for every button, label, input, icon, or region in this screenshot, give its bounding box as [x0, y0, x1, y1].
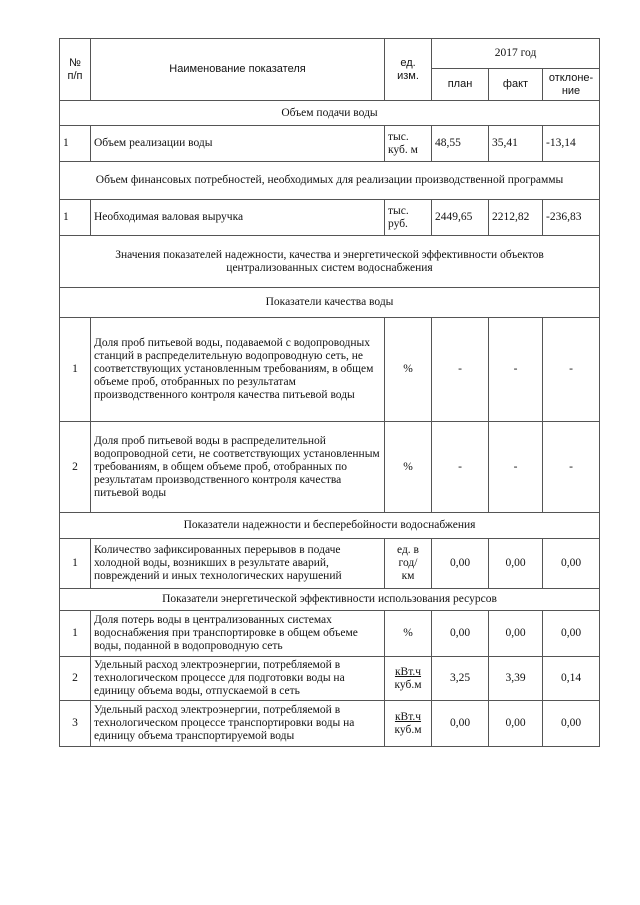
- row-deviation: 0,14: [543, 657, 600, 701]
- row-name: Доля потерь воды в централизованных системах водоснабжения при транспортировке в общем объеме воды, поданной в водопроводную сеть: [91, 611, 385, 657]
- row-name: Доля проб питьевой воды, подаваемой с водопроводных станций в распределительную водопроводную сеть, не соответствующих установленным требованиям, в общем объеме проб, отобранных по результатам производственного контроля качества питьевой воды: [91, 318, 385, 422]
- row-unit: %: [385, 318, 432, 422]
- indicators-table: [59, 38, 600, 747]
- row-deviation: 0,00: [543, 539, 600, 589]
- row-plan: 48,55: [432, 126, 489, 162]
- row-name: Объем реализации воды: [91, 126, 385, 162]
- row-name: Удельный расход электроэнергии, потребляемой в технологическом процессе для подготовки воды на единицу объема воды, отпускаемой в сеть: [91, 657, 385, 701]
- header-unit: ед. изм.: [385, 39, 432, 101]
- unit-numerator: кВт.ч: [394, 710, 422, 723]
- section-quality: Показатели качества воды: [60, 288, 600, 318]
- row-deviation: -: [543, 422, 600, 513]
- row-unit: ед. в год/ км: [385, 539, 432, 589]
- header-year: 2017 год: [432, 39, 600, 69]
- row-num: 3: [60, 701, 91, 747]
- row-plan: 0,00: [432, 611, 489, 657]
- row-deviation: 0,00: [543, 611, 600, 657]
- row-deviation: -13,14: [543, 126, 600, 162]
- header-plan: план: [432, 69, 489, 101]
- row-name: Удельный расход электроэнергии, потребляемой в технологическом процессе транспортировки воды на единицу объема транспортируемой воды: [91, 701, 385, 747]
- row-plan: 0,00: [432, 539, 489, 589]
- section-reliability-title: Значения показателей надежности, качества и энергетической эффективности объектов централизованных систем водоснабжения: [60, 236, 600, 288]
- header-name: Наименование показателя: [91, 39, 385, 101]
- row-name: Количество зафиксированных перерывов в подаче холодной воды, возникших в результате аварий, повреждений и иных технологических нарушений: [91, 539, 385, 589]
- row-unit: тыс. куб. м: [385, 126, 432, 162]
- row-fact: 3,39: [489, 657, 543, 701]
- row-name: Необходимая валовая выручка: [91, 200, 385, 236]
- unit-denominator: куб.м: [394, 723, 422, 736]
- row-fact: 0,00: [489, 701, 543, 747]
- row-unit: %: [385, 611, 432, 657]
- row-plan: 3,25: [432, 657, 489, 701]
- section-supply: Объем подачи воды: [60, 101, 600, 126]
- unit-denominator: куб.м: [394, 678, 422, 691]
- row-unit: [385, 701, 432, 747]
- row-fact: 0,00: [489, 539, 543, 589]
- row-num: 1: [60, 611, 91, 657]
- unit-fraction: [394, 666, 421, 692]
- section-energy: Показатели энергетической эффективности использования ресурсов: [60, 589, 600, 611]
- section-finance: Объем финансовых потребностей, необходимых для реализации производственной программы: [60, 162, 600, 200]
- row-unit: [385, 657, 432, 701]
- header-num: № п/п: [60, 39, 91, 101]
- row-fact: -: [489, 422, 543, 513]
- row-num: 1: [60, 200, 91, 236]
- header-deviation: отклоне- ние: [543, 69, 600, 101]
- row-deviation: -236,83: [543, 200, 600, 236]
- row-name: Доля проб питьевой воды в распределительной водопроводной сети, не соответствующих установленным требованиям, в общем объеме проб, отобранных по результатам производственного контроля качества питьевой воды: [91, 422, 385, 513]
- row-plan: -: [432, 422, 489, 513]
- row-fact: 0,00: [489, 611, 543, 657]
- row-fact: 2212,82: [489, 200, 543, 236]
- row-plan: -: [432, 318, 489, 422]
- row-fact: -: [489, 318, 543, 422]
- header-fact: факт: [489, 69, 543, 101]
- row-unit: тыс. руб.: [385, 200, 432, 236]
- row-deviation: -: [543, 318, 600, 422]
- row-deviation: 0,00: [543, 701, 600, 747]
- row-num: 2: [60, 422, 91, 513]
- section-reliability: Показатели надежности и бесперебойности водоснабжения: [60, 513, 600, 539]
- row-plan: 2449,65: [432, 200, 489, 236]
- row-unit: %: [385, 422, 432, 513]
- unit-fraction: [394, 711, 421, 737]
- row-num: 1: [60, 539, 91, 589]
- row-num: 1: [60, 126, 91, 162]
- row-plan: 0,00: [432, 701, 489, 747]
- row-fact: 35,41: [489, 126, 543, 162]
- unit-numerator: кВт.ч: [394, 665, 422, 678]
- row-num: 2: [60, 657, 91, 701]
- row-num: 1: [60, 318, 91, 422]
